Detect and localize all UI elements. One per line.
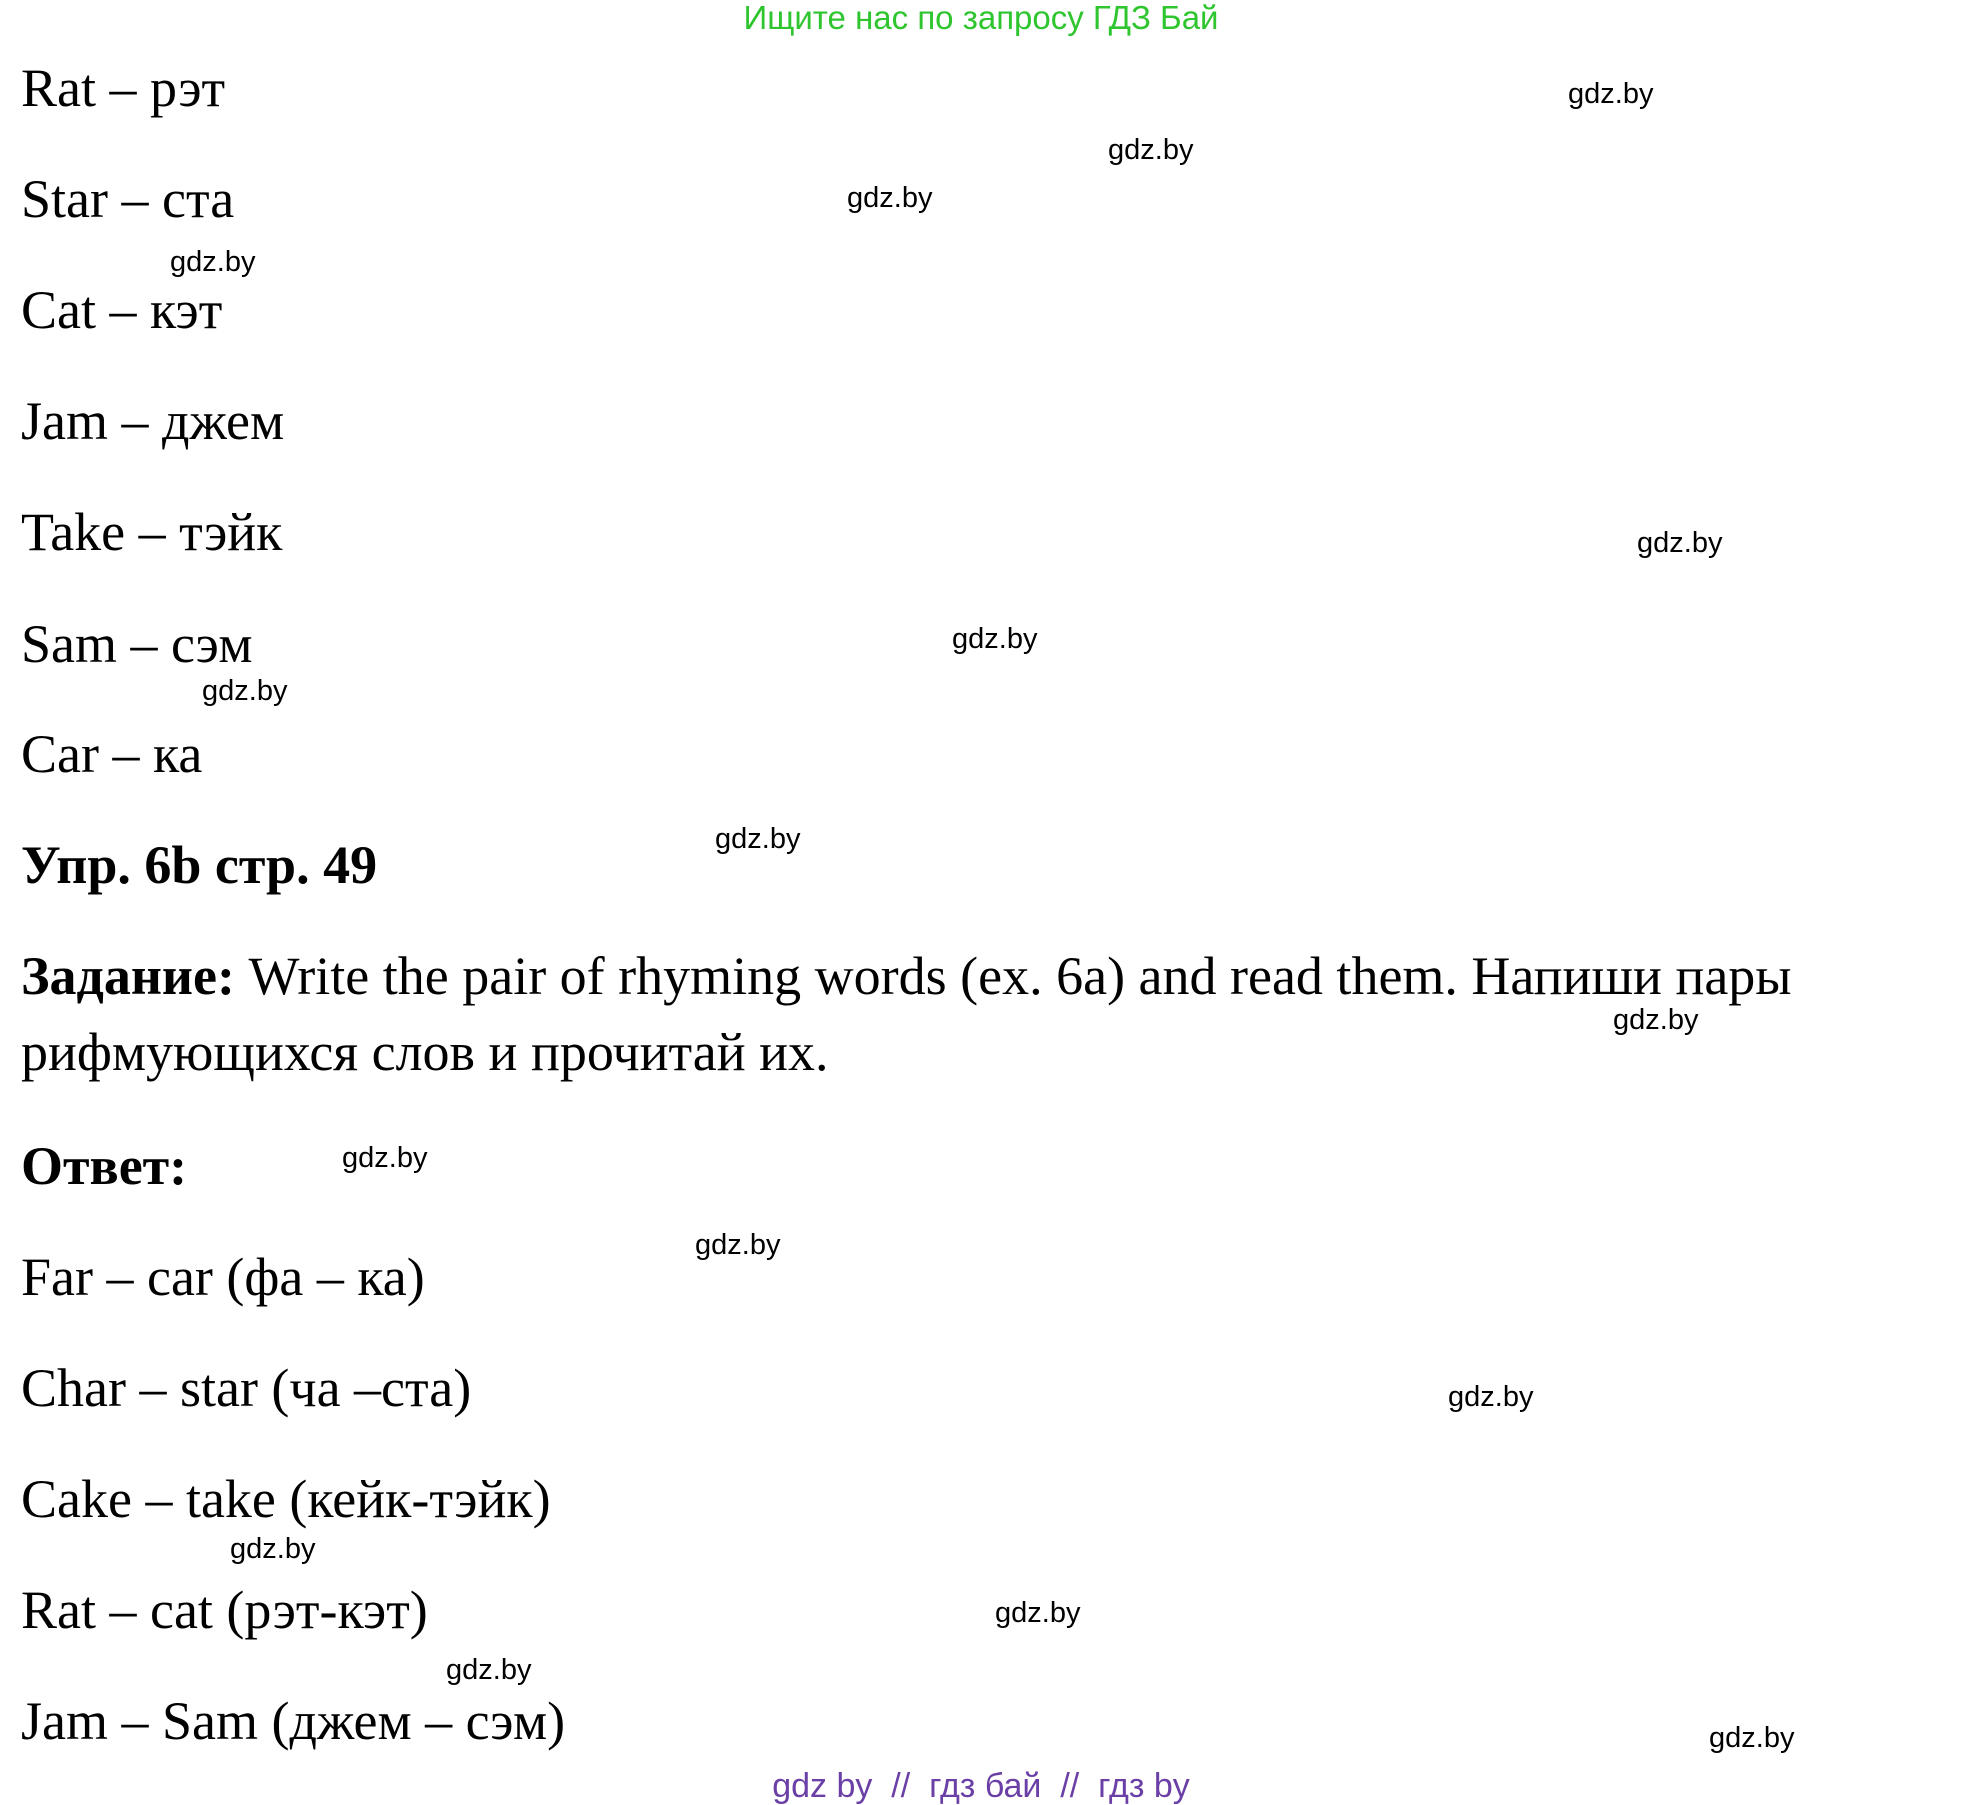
watermark: gdz.by bbox=[995, 1597, 1081, 1629]
vocab-line-7: Car – ка bbox=[21, 724, 203, 784]
vocab-line-5: Take – тэйк bbox=[21, 502, 283, 562]
watermark: gdz.by bbox=[1709, 1722, 1795, 1754]
watermark: gdz.by bbox=[715, 823, 801, 855]
watermark: gdz.by bbox=[1568, 78, 1654, 110]
watermark: gdz.by bbox=[446, 1654, 532, 1686]
vocab-line-4: Jam – джем bbox=[21, 391, 285, 451]
vocab-line-6: Sam – сэм bbox=[21, 614, 253, 674]
watermark: gdz.by bbox=[1108, 134, 1194, 166]
exercise-heading: Упр. 6b стр. 49 bbox=[21, 835, 378, 895]
top-banner: Ищите нас по запросу ГДЗ Бай bbox=[743, 0, 1219, 36]
watermark: gdz.by bbox=[1613, 1004, 1699, 1036]
task-label: Задание: bbox=[21, 946, 235, 1006]
vocab-line-1: Rat – рэт bbox=[21, 58, 226, 118]
answer-line-1: Far – car (фа – ка) bbox=[21, 1247, 425, 1307]
watermark: gdz.by bbox=[1448, 1381, 1534, 1413]
answer-line-2: Char – star (ча –ста) bbox=[21, 1358, 472, 1418]
footer: gdz by // гдз бай // гдз by bbox=[772, 1767, 1190, 1805]
answer-line-5: Jam – Sam (джем – сэм) bbox=[21, 1691, 566, 1751]
task-text: Write the pair of rhyming words (ex. 6a) and read them. Напиши пары bbox=[235, 946, 1792, 1006]
watermark: gdz.by bbox=[202, 675, 288, 707]
vocab-line-3: Cat – кэт bbox=[21, 280, 223, 340]
watermark: gdz.by bbox=[952, 623, 1038, 655]
task-line-2: рифмующихся слов и прочитай их. bbox=[21, 1022, 829, 1082]
watermark: gdz.by bbox=[230, 1533, 316, 1565]
vocab-line-2: Star – ста bbox=[21, 169, 235, 229]
task-line-1 bbox=[21, 946, 1792, 1006]
answer-label: Ответ: bbox=[21, 1136, 188, 1196]
watermark: gdz.by bbox=[695, 1229, 781, 1261]
watermark: gdz.by bbox=[342, 1142, 428, 1174]
watermark: gdz.by bbox=[1637, 527, 1723, 559]
answer-line-4: Rat – cat (рэт-кэт) bbox=[21, 1580, 428, 1640]
watermark: gdz.by bbox=[847, 182, 933, 214]
watermark: gdz.by bbox=[170, 246, 256, 278]
answer-line-3: Cake – take (кейк-тэйк) bbox=[21, 1469, 551, 1529]
